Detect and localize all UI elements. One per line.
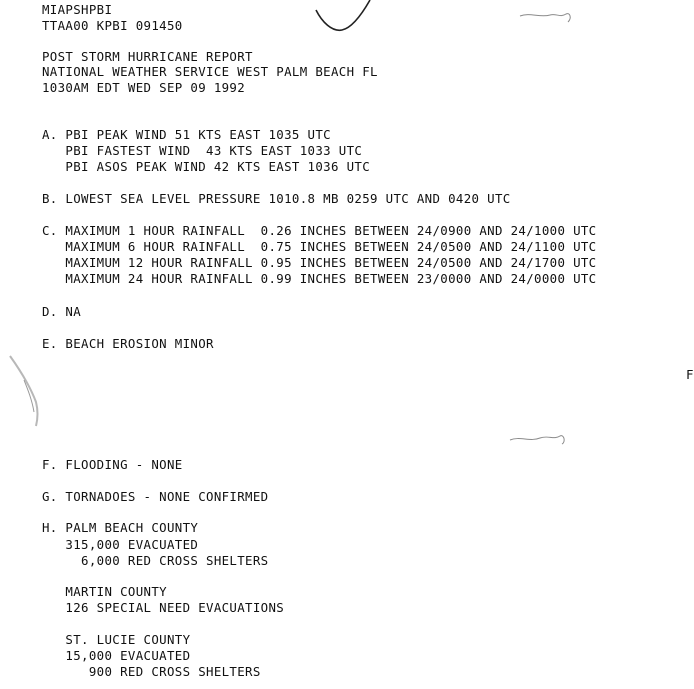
section-h-martin-evacuations: 126 SPECIAL NEED EVACUATIONS [42, 600, 285, 615]
section-h-palm-beach-shelters: 6,000 RED CROSS SHELTERS [42, 553, 269, 568]
issue-datetime: 1030AM EDT WED SEP 09 1992 [42, 80, 246, 95]
handwritten-checkmark [314, 0, 374, 36]
section-g-tornadoes: G. TORNADOES - NONE CONFIRMED [42, 489, 269, 504]
section-a-peak-wind: A. PBI PEAK WIND 51 KTS EAST 1035 UTC [42, 127, 331, 142]
report-title: POST STORM HURRICANE REPORT [42, 49, 253, 64]
section-b-pressure: B. LOWEST SEA LEVEL PRESSURE 1010.8 MB 0259 UTC AND 0420 UTC [42, 191, 511, 206]
scan-edge-shadow [0, 350, 46, 430]
section-c-rainfall-24hr: MAXIMUM 24 HOUR RAINFALL 0.99 INCHES BETWEEN 23/0000 AND 24/0000 UTC [42, 271, 597, 286]
edge-fragment-letter: F [686, 367, 694, 382]
section-f-flooding: F. FLOODING - NONE [42, 457, 183, 472]
section-c-rainfall-1hr: C. MAXIMUM 1 HOUR RAINFALL 0.26 INCHES BETWEEN 24/0900 AND 24/1000 UTC [42, 223, 597, 238]
section-h-palm-beach-evacuated: 315,000 EVACUATED [42, 537, 199, 552]
section-e-beach-erosion: E. BEACH EROSION MINOR [42, 336, 214, 351]
section-a-fastest-wind: PBI FASTEST WIND 43 KTS EAST 1033 UTC [42, 143, 363, 158]
scan-smudge-middle [508, 430, 568, 448]
section-c-rainfall-12hr: MAXIMUM 12 HOUR RAINFALL 0.95 INCHES BETWEEN 24/0500 AND 24/1700 UTC [42, 255, 597, 270]
section-c-rainfall-6hr: MAXIMUM 6 HOUR RAINFALL 0.75 INCHES BETWEEN 24/0500 AND 24/1100 UTC [42, 239, 597, 254]
section-a-asos-peak-wind: PBI ASOS PEAK WIND 42 KTS EAST 1036 UTC [42, 159, 371, 174]
section-h-st-lucie-shelters: 900 RED CROSS SHELTERS [42, 664, 261, 679]
scan-smudge-top [518, 8, 574, 28]
issuing-office: NATIONAL WEATHER SERVICE WEST PALM BEACH FL [42, 64, 378, 79]
section-h-st-lucie-evacuated: 15,000 EVACUATED [42, 648, 191, 663]
section-d: D. NA [42, 304, 82, 319]
wmo-header: TTAA00 KPBI 091450 [42, 18, 183, 33]
section-h-palm-beach-county: H. PALM BEACH COUNTY [42, 520, 199, 535]
section-h-st-lucie-county: ST. LUCIE COUNTY [42, 632, 191, 647]
product-id: MIAPSHPBI [42, 2, 113, 17]
section-h-martin-county: MARTIN COUNTY [42, 584, 167, 599]
